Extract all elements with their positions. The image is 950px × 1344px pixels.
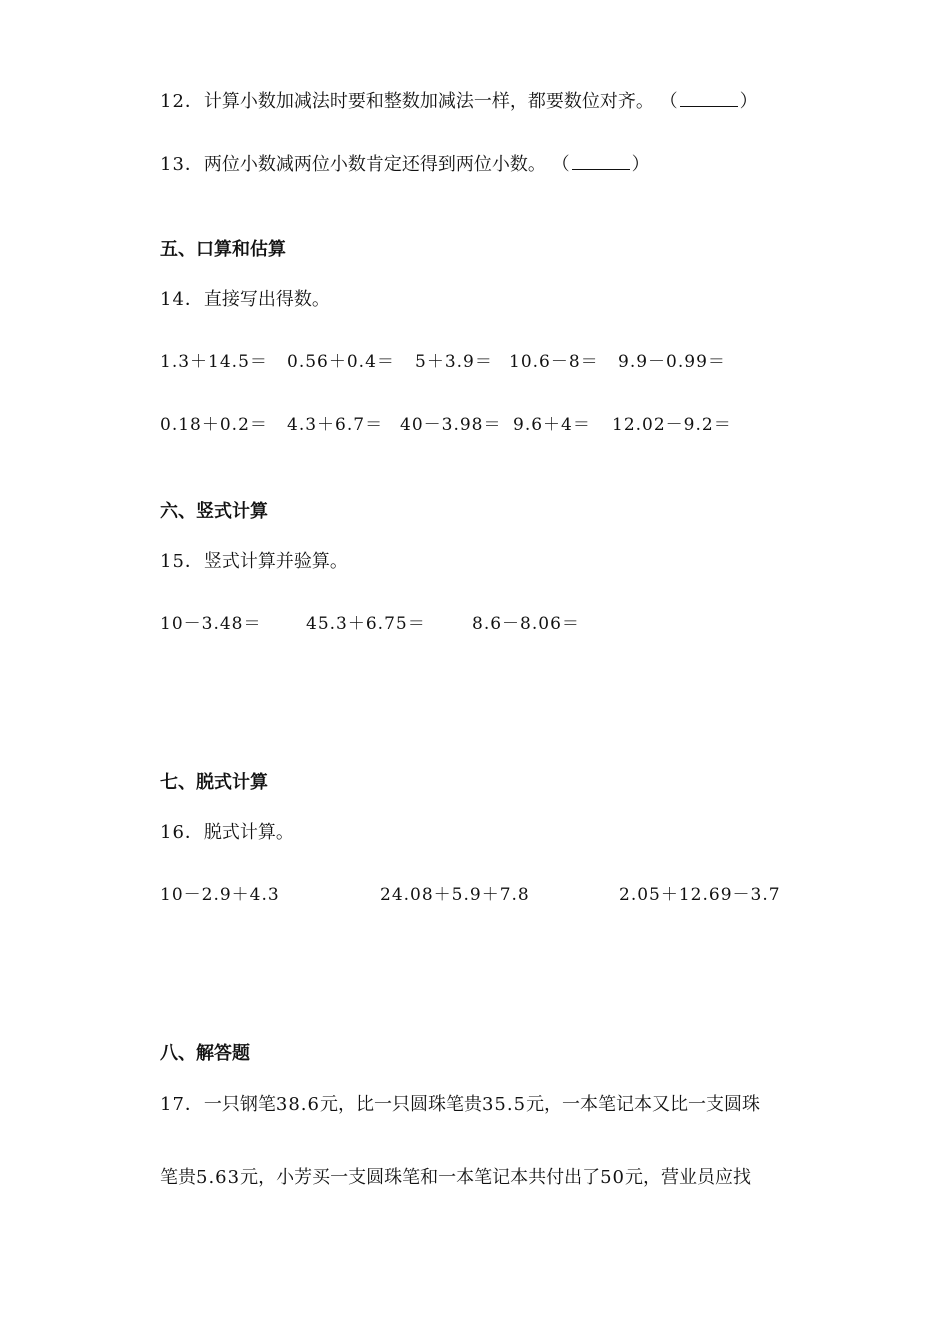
section-heading-7: 七、脱式计算 [160, 772, 268, 793]
question-17-line-2 [160, 1166, 751, 1190]
question-number: 15． [160, 551, 204, 572]
question-text: 一只钢笔 [203, 1094, 276, 1115]
oral-calc-item: 0.56＋0.4＝ [287, 352, 395, 372]
question-number: 13． [160, 154, 204, 175]
question-text: 笔贵 [160, 1167, 196, 1188]
step-calc-item: 24.08＋5.9＋7.8 [380, 885, 530, 905]
answer-blank[interactable] [680, 88, 738, 107]
question-text: 元，营业员应找 [624, 1167, 751, 1188]
vertical-calc-item: 8.6－8.06＝ [472, 614, 580, 634]
oral-calc-item: 0.18＋0.2＝ [160, 415, 268, 435]
value: 50 [600, 1167, 625, 1188]
question-16 [160, 821, 294, 845]
question-number: 14． [160, 289, 204, 310]
answer-paren-close: ） [739, 91, 758, 112]
question-text: 元，比一只圆珠笔贵 [319, 1094, 482, 1115]
value: 38.6 [275, 1094, 320, 1115]
section-heading-5: 五、口算和估算 [160, 239, 286, 260]
answer-blank[interactable] [572, 151, 630, 170]
vertical-calc-item: 45.3＋6.75＝ [306, 614, 426, 634]
question-13 [160, 151, 650, 177]
answer-paren-close: ） [631, 154, 650, 175]
oral-calc-item: 5＋3.9＝ [415, 352, 493, 372]
question-number: 16． [160, 822, 204, 843]
value: 5.63 [196, 1167, 241, 1188]
oral-calc-item: 12.02－9.2＝ [612, 415, 732, 435]
question-text: 元，一本笔记本又比一支圆珠 [526, 1094, 761, 1115]
value: 35.5 [481, 1094, 527, 1115]
oral-calc-item: 40－3.98＝ [400, 415, 502, 435]
section-heading-8: 八、解答题 [160, 1043, 250, 1064]
section-heading-6: 六、竖式计算 [160, 501, 268, 522]
answer-paren-open: （ [551, 154, 570, 175]
question-15 [160, 550, 348, 574]
question-number: 17． [160, 1094, 204, 1115]
oral-calc-item: 10.6－8＝ [509, 352, 599, 372]
step-calc-item: 10－2.9＋4.3 [160, 885, 280, 905]
answer-paren-open: （ [659, 91, 678, 112]
vertical-calc-item: 10－3.48＝ [160, 614, 262, 634]
question-17-line-1 [160, 1093, 760, 1117]
question-number: 12． [160, 91, 204, 112]
question-text: 竖式计算并验算。 [203, 551, 348, 572]
oral-calc-item: 9.9－0.99＝ [618, 352, 726, 372]
question-text: 直接写出得数。 [203, 289, 330, 310]
oral-calc-item: 4.3＋6.7＝ [287, 415, 384, 435]
question-text: 计算小数加减法时要和整数加减法一样，都要数位对齐。 [203, 91, 654, 112]
step-calc-item: 2.05＋12.69－3.7 [619, 885, 781, 905]
question-text: 两位小数减两位小数肯定还得到两位小数。 [203, 154, 546, 175]
question-text: 脱式计算。 [203, 822, 294, 843]
question-text: 元，小芳买一支圆珠笔和一本笔记本共付出了 [240, 1167, 601, 1188]
question-14 [160, 288, 330, 312]
oral-calc-item: 9.6＋4＝ [513, 415, 591, 435]
oral-calc-item: 1.3＋14.5＝ [160, 352, 268, 372]
question-12 [160, 88, 758, 114]
